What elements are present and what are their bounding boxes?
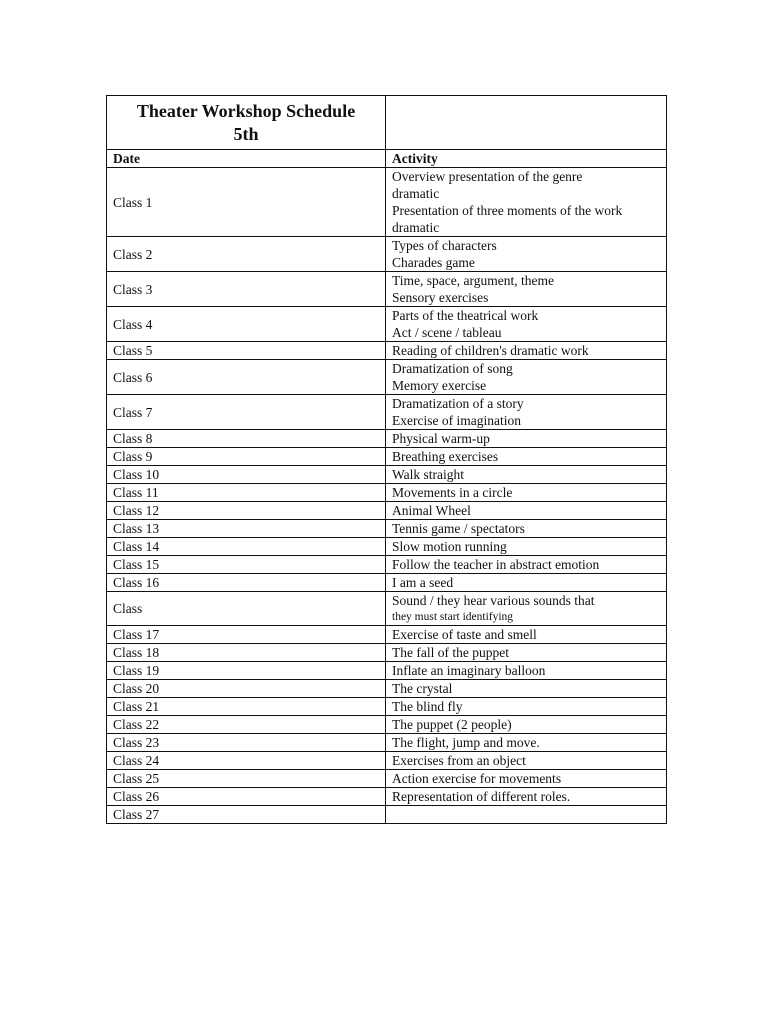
date-cell: Class 8 — [107, 430, 386, 448]
date-cell: Class 24 — [107, 752, 386, 770]
date-cell: Class 5 — [107, 342, 386, 360]
table-row — [107, 342, 667, 360]
date-cell: Class 13 — [107, 520, 386, 538]
table-row — [107, 752, 667, 770]
activity-line: Follow the teacher in abstract emotion — [392, 557, 600, 572]
table-row — [107, 698, 667, 716]
activity-line: Exercise of taste and smell — [392, 627, 537, 642]
activity-line: Charades game — [392, 255, 475, 270]
activity-line: Types of characters — [392, 238, 497, 253]
date-cell: Class 21 — [107, 698, 386, 716]
title-line-1: Theater Workshop Schedule — [136, 100, 356, 121]
activity-line: Presentation of three moments of the work — [392, 203, 623, 218]
activity-cell — [386, 644, 667, 662]
activity-line: Time, space, argument, theme — [392, 273, 554, 288]
date-cell: Class 27 — [107, 806, 386, 824]
activity-line: dramatic — [392, 186, 440, 201]
activity-line: The fall of the puppet — [392, 645, 509, 660]
activity-line: Breathing exercises — [392, 449, 499, 464]
table-row — [107, 556, 667, 574]
activity-cell — [386, 448, 667, 466]
activity-cell — [386, 752, 667, 770]
activity-line: The blind fly — [392, 699, 463, 714]
activity-line: Walk straight — [392, 467, 465, 482]
date-cell: Class 26 — [107, 788, 386, 806]
activity-cell — [386, 168, 667, 237]
table-row — [107, 644, 667, 662]
activity-line: The crystal — [392, 681, 453, 696]
date-cell: Class 14 — [107, 538, 386, 556]
table-row — [107, 466, 667, 484]
activity-cell — [386, 698, 667, 716]
table-row — [107, 662, 667, 680]
column-header-activity: Activity — [386, 150, 667, 168]
activity-cell — [386, 360, 667, 395]
activity-line: Parts of the theatrical work — [392, 308, 539, 323]
date-cell: Class 6 — [107, 360, 386, 395]
date-cell: Class 3 — [107, 272, 386, 307]
activity-cell — [386, 556, 667, 574]
date-cell: Class 12 — [107, 502, 386, 520]
title-line-2: 5th — [233, 123, 259, 144]
activity-cell — [386, 395, 667, 430]
date-cell: Class 9 — [107, 448, 386, 466]
activity-line: Exercises from an object — [392, 753, 526, 768]
activity-cell — [386, 716, 667, 734]
activity-line: Sensory exercises — [392, 290, 489, 305]
activity-cell — [386, 662, 667, 680]
table-row — [107, 680, 667, 698]
table-row — [107, 360, 667, 395]
activity-cell — [386, 734, 667, 752]
date-cell: Class 16 — [107, 574, 386, 592]
date-cell: Class 10 — [107, 466, 386, 484]
table-row — [107, 626, 667, 644]
activity-line: Slow motion running — [392, 539, 507, 554]
title-row — [107, 96, 667, 150]
table-row — [107, 734, 667, 752]
activity-line: I am a seed — [392, 575, 454, 590]
activity-cell — [386, 574, 667, 592]
activity-cell — [386, 680, 667, 698]
activity-line: The puppet (2 people) — [392, 717, 512, 732]
schedule-table — [106, 95, 667, 824]
activity-cell — [386, 788, 667, 806]
schedule-body — [107, 96, 667, 824]
activity-line: Tennis game / spectators — [392, 521, 525, 536]
date-cell: Class 15 — [107, 556, 386, 574]
table-row — [107, 448, 667, 466]
table-row — [107, 272, 667, 307]
date-cell: Class 2 — [107, 237, 386, 272]
table-row — [107, 237, 667, 272]
table-row — [107, 168, 667, 237]
table-row — [107, 574, 667, 592]
date-cell: Class 19 — [107, 662, 386, 680]
date-cell: Class 20 — [107, 680, 386, 698]
activity-line: Sound / they hear various sounds that — [392, 593, 595, 608]
date-cell: Class 1 — [107, 168, 386, 237]
activity-cell — [386, 430, 667, 448]
table-row — [107, 520, 667, 538]
activity-cell — [386, 342, 667, 360]
table-row — [107, 502, 667, 520]
table-row — [107, 307, 667, 342]
activity-line: Overview presentation of the genre — [392, 169, 583, 184]
activity-cell — [386, 466, 667, 484]
activity-cell — [386, 484, 667, 502]
header-row — [107, 150, 667, 168]
activity-cell — [386, 626, 667, 644]
date-cell: Class 17 — [107, 626, 386, 644]
table-row — [107, 788, 667, 806]
date-cell: Class — [107, 592, 386, 626]
table-row — [107, 430, 667, 448]
activity-line: Dramatization of a story — [392, 396, 524, 411]
activity-cell — [386, 592, 667, 626]
activity-cell — [386, 272, 667, 307]
activity-line: Physical warm-up — [392, 431, 490, 446]
date-cell: Class 18 — [107, 644, 386, 662]
activity-cell — [386, 806, 667, 824]
table-row — [107, 395, 667, 430]
activity-cell — [386, 770, 667, 788]
activity-line: Representation of different roles. — [392, 789, 571, 804]
activity-line: The flight, jump and move. — [392, 735, 540, 750]
activity-line: Action exercise for movements — [392, 771, 562, 786]
title-cell — [107, 96, 386, 150]
activity-cell — [386, 538, 667, 556]
table-row — [107, 770, 667, 788]
table-row — [107, 806, 667, 824]
activity-line: Inflate an imaginary balloon — [392, 663, 546, 678]
activity-line: they must start identifying — [392, 611, 514, 623]
table-row — [107, 484, 667, 502]
activity-cell — [386, 502, 667, 520]
title-empty-cell — [386, 96, 667, 150]
activity-cell — [386, 237, 667, 272]
date-cell: Class 4 — [107, 307, 386, 342]
activity-cell — [386, 520, 667, 538]
activity-line: Dramatization of song — [392, 361, 513, 376]
date-cell: Class 11 — [107, 484, 386, 502]
date-cell: Class 23 — [107, 734, 386, 752]
table-row — [107, 538, 667, 556]
activity-line: dramatic — [392, 220, 440, 235]
column-header-date: Date — [107, 150, 386, 168]
activity-line: Reading of children's dramatic work — [392, 343, 589, 358]
activity-line: Exercise of imagination — [392, 413, 521, 428]
date-cell: Class 22 — [107, 716, 386, 734]
table-row — [107, 592, 667, 626]
date-cell: Class 7 — [107, 395, 386, 430]
activity-line: Act / scene / tableau — [392, 325, 502, 340]
activity-line: Memory exercise — [392, 378, 487, 393]
activity-cell — [386, 307, 667, 342]
date-cell: Class 25 — [107, 770, 386, 788]
activity-line: Movements in a circle — [392, 485, 513, 500]
table-row — [107, 716, 667, 734]
activity-line: Animal Wheel — [392, 503, 471, 518]
